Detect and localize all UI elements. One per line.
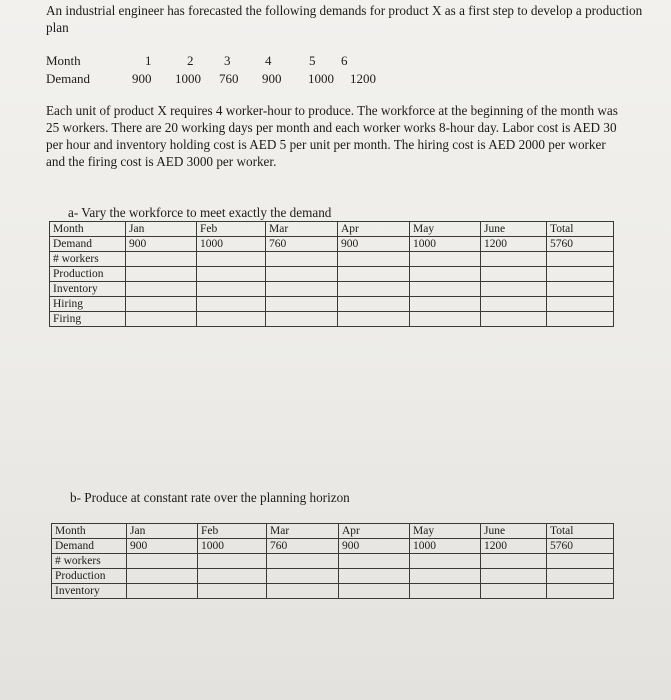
empty-cell[interactable] bbox=[410, 297, 481, 312]
problem-paragraph: Each unit of product X requires 4 worker-hour to produce. The workforce at the beginning of the month was 25 workers. There are 20 working days per month and each worker works 8-hour day. Labor cost is AED 30 per hour and inventory holding cost is AED 5 per unit per month. The hiring cost is AED 2000 per worker and the firing cost is AED 3000 per worker. bbox=[46, 103, 618, 169]
table-cell: Demand bbox=[50, 237, 126, 252]
forecast-demand-4: 900 bbox=[262, 71, 282, 86]
forecast-month-6: 6 bbox=[341, 53, 348, 68]
empty-cell[interactable] bbox=[197, 312, 266, 327]
table-cell: May bbox=[410, 524, 481, 539]
part-a-inventory-row bbox=[50, 282, 614, 297]
forecast-demand-5: 1000 bbox=[308, 71, 334, 86]
empty-cell[interactable] bbox=[481, 312, 547, 327]
part-b-workers-row bbox=[52, 554, 614, 569]
table-cell: 760 bbox=[267, 539, 339, 554]
empty-cell[interactable] bbox=[481, 297, 547, 312]
part-b-demand-row bbox=[52, 539, 614, 554]
empty-cell[interactable] bbox=[481, 554, 547, 569]
empty-cell[interactable] bbox=[338, 297, 410, 312]
empty-cell[interactable] bbox=[266, 267, 338, 282]
table-cell: June bbox=[481, 524, 547, 539]
table-cell: 900 bbox=[338, 237, 410, 252]
forecast-demand-6: 1200 bbox=[350, 71, 376, 86]
empty-cell[interactable] bbox=[266, 282, 338, 297]
table-cell: Feb bbox=[197, 222, 266, 237]
table-cell: 1000 bbox=[410, 539, 481, 554]
table-cell: 1200 bbox=[481, 539, 547, 554]
empty-cell[interactable] bbox=[266, 312, 338, 327]
table-cell: 900 bbox=[127, 539, 198, 554]
table-cell: 1000 bbox=[198, 539, 267, 554]
empty-cell[interactable] bbox=[410, 569, 481, 584]
forecast-month-label: Month bbox=[46, 53, 81, 68]
row-label: Firing bbox=[50, 312, 126, 327]
part-a-production-row bbox=[50, 267, 614, 282]
empty-cell[interactable] bbox=[547, 252, 614, 267]
empty-cell[interactable] bbox=[338, 267, 410, 282]
empty-cell[interactable] bbox=[547, 282, 614, 297]
empty-cell[interactable] bbox=[339, 584, 410, 599]
intro-text: An industrial engineer has forecasted the following demands for product X as a first step to develop a production plan bbox=[46, 3, 643, 35]
row-label: # workers bbox=[50, 252, 126, 267]
empty-cell[interactable] bbox=[127, 569, 198, 584]
table-cell: Demand bbox=[52, 539, 127, 554]
forecast-month-4: 4 bbox=[265, 53, 272, 68]
empty-cell[interactable] bbox=[197, 282, 266, 297]
forecast-demand-1: 900 bbox=[132, 71, 152, 86]
forecast-demand-2: 1000 bbox=[175, 71, 201, 86]
table-cell: Jan bbox=[127, 524, 198, 539]
table-cell: Jan bbox=[126, 222, 197, 237]
empty-cell[interactable] bbox=[198, 584, 267, 599]
empty-cell[interactable] bbox=[410, 282, 481, 297]
forecast-demand-3: 760 bbox=[219, 71, 239, 86]
empty-cell[interactable] bbox=[266, 252, 338, 267]
table-cell: June bbox=[481, 222, 547, 237]
part-a-workers-row bbox=[50, 252, 614, 267]
table-cell: May bbox=[410, 222, 481, 237]
table-cell: 1200 bbox=[481, 237, 547, 252]
table-cell: Feb bbox=[198, 524, 267, 539]
empty-cell[interactable] bbox=[410, 267, 481, 282]
part-b-title: b- Produce at constant rate over the planning horizon bbox=[70, 490, 350, 505]
empty-cell[interactable] bbox=[197, 297, 266, 312]
part-a-demand-row bbox=[50, 237, 614, 252]
empty-cell[interactable] bbox=[197, 267, 266, 282]
table-cell: Apr bbox=[339, 524, 410, 539]
empty-cell[interactable] bbox=[410, 312, 481, 327]
table-cell: 1000 bbox=[410, 237, 481, 252]
row-label: # workers bbox=[52, 554, 127, 569]
empty-cell[interactable] bbox=[126, 267, 197, 282]
empty-cell[interactable] bbox=[481, 282, 547, 297]
forecast-month-2: 2 bbox=[187, 53, 194, 68]
empty-cell[interactable] bbox=[547, 569, 614, 584]
row-label: Inventory bbox=[52, 584, 127, 599]
row-label: Production bbox=[50, 267, 126, 282]
empty-cell[interactable] bbox=[126, 252, 197, 267]
empty-cell[interactable] bbox=[127, 554, 198, 569]
empty-cell[interactable] bbox=[481, 252, 547, 267]
row-label: Hiring bbox=[50, 297, 126, 312]
empty-cell[interactable] bbox=[481, 584, 547, 599]
table-cell: 760 bbox=[266, 237, 338, 252]
empty-cell[interactable] bbox=[339, 569, 410, 584]
empty-cell[interactable] bbox=[198, 569, 267, 584]
part-a-firing-row bbox=[50, 312, 614, 327]
table-cell: 1000 bbox=[197, 237, 266, 252]
part-b-header-row bbox=[52, 524, 614, 539]
empty-cell[interactable] bbox=[338, 282, 410, 297]
part-a-title: a- Vary the workforce to meet exactly the demand bbox=[68, 205, 332, 220]
empty-cell[interactable] bbox=[547, 297, 614, 312]
row-label: Production bbox=[52, 569, 127, 584]
forecast-month-3: 3 bbox=[224, 53, 231, 68]
table-cell: 900 bbox=[126, 237, 197, 252]
empty-cell[interactable] bbox=[410, 584, 481, 599]
table-cell: Mar bbox=[266, 222, 338, 237]
empty-cell[interactable] bbox=[198, 554, 267, 569]
empty-cell[interactable] bbox=[338, 252, 410, 267]
part-a-table bbox=[49, 221, 614, 327]
empty-cell[interactable] bbox=[547, 312, 614, 327]
part-b-inventory-row bbox=[52, 584, 614, 599]
forecast-demand-label: Demand bbox=[46, 71, 91, 86]
empty-cell[interactable] bbox=[126, 282, 197, 297]
empty-cell[interactable] bbox=[267, 569, 339, 584]
table-cell: Total bbox=[547, 222, 614, 237]
table-cell: Month bbox=[52, 524, 127, 539]
empty-cell[interactable] bbox=[267, 554, 339, 569]
empty-cell[interactable] bbox=[338, 312, 410, 327]
table-cell: 900 bbox=[339, 539, 410, 554]
empty-cell[interactable] bbox=[481, 267, 547, 282]
empty-cell[interactable] bbox=[127, 584, 198, 599]
forecast-month-1: 1 bbox=[145, 53, 152, 68]
row-label: Inventory bbox=[50, 282, 126, 297]
table-cell: 5760 bbox=[547, 539, 614, 554]
part-b-table bbox=[51, 523, 614, 599]
empty-cell[interactable] bbox=[339, 554, 410, 569]
empty-cell[interactable] bbox=[267, 584, 339, 599]
empty-cell[interactable] bbox=[266, 297, 338, 312]
empty-cell[interactable] bbox=[547, 584, 614, 599]
empty-cell[interactable] bbox=[410, 252, 481, 267]
part-a-header-row bbox=[50, 222, 614, 237]
empty-cell[interactable] bbox=[481, 569, 547, 584]
empty-cell[interactable] bbox=[126, 312, 197, 327]
part-b-production-row bbox=[52, 569, 614, 584]
table-cell: 5760 bbox=[547, 237, 614, 252]
forecast-month-5: 5 bbox=[309, 53, 316, 68]
empty-cell[interactable] bbox=[547, 554, 614, 569]
table-cell: Mar bbox=[267, 524, 339, 539]
empty-cell[interactable] bbox=[126, 297, 197, 312]
table-cell: Month bbox=[50, 222, 126, 237]
part-a-hiring-row bbox=[50, 297, 614, 312]
empty-cell[interactable] bbox=[197, 252, 266, 267]
empty-cell[interactable] bbox=[410, 554, 481, 569]
table-cell: Total bbox=[547, 524, 614, 539]
empty-cell[interactable] bbox=[547, 267, 614, 282]
table-cell: Apr bbox=[338, 222, 410, 237]
